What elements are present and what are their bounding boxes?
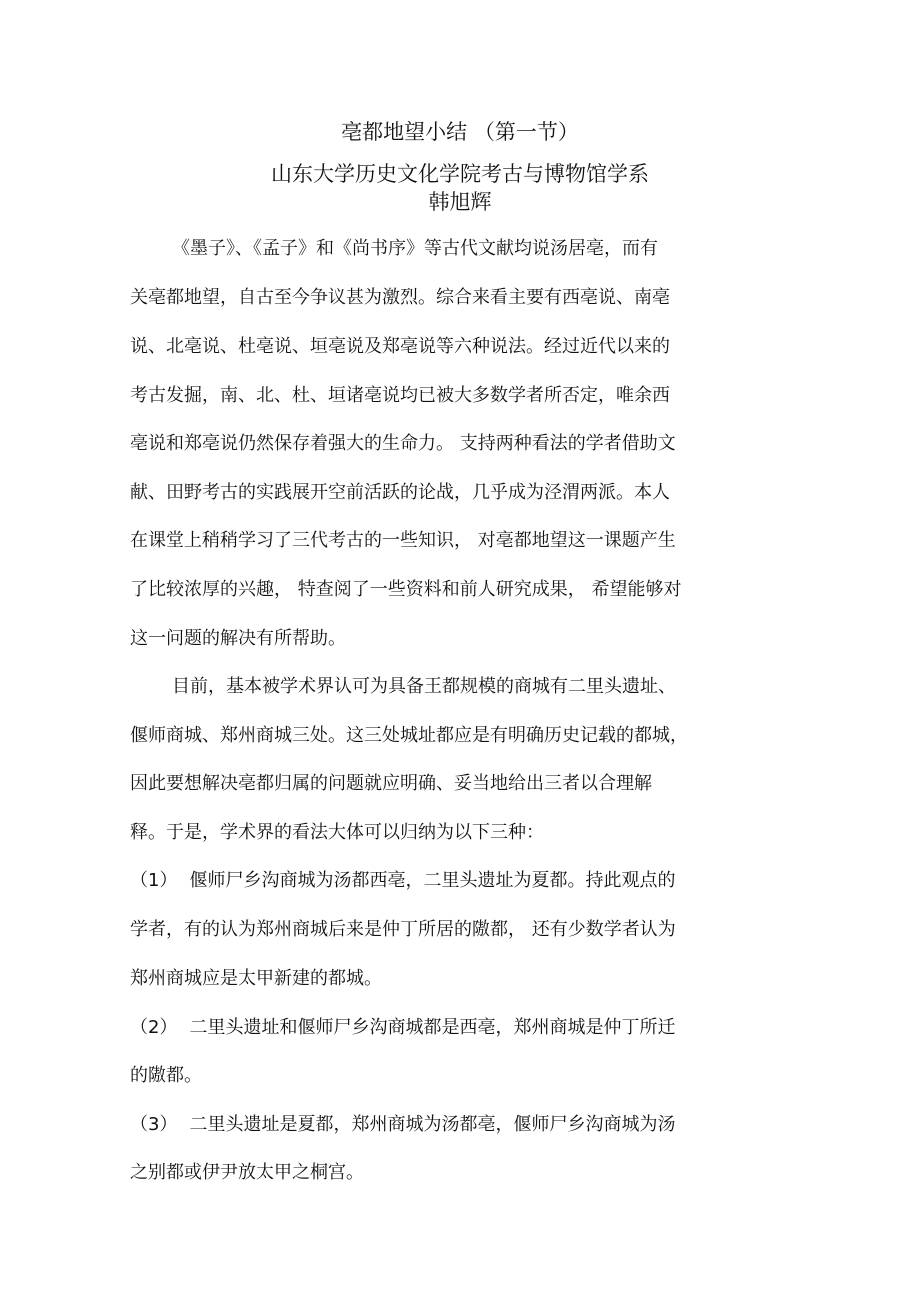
paragraph-1-line: 关亳都地望，自古至今争议甚为激烈。综合来看主要有西亳说、南亳 bbox=[130, 287, 670, 308]
paragraph-2-line: 目前，基本被学术界认可为具备王都规模的商城有二里头遗址、 bbox=[172, 676, 676, 697]
list-item-3 bbox=[130, 1112, 675, 1138]
paragraph-1-line: 这一问题的解决有所帮助。 bbox=[130, 628, 346, 649]
list-item-text: 二里头遗址和偃师尸乡沟商城都是西亳，郑州商城是仲丁所迁 bbox=[189, 1017, 676, 1038]
list-item-line: 的隞都。 bbox=[130, 1065, 202, 1086]
list-item-line: 之别都或伊尹放太甲之桐宫。 bbox=[130, 1162, 364, 1183]
paragraph-1-line: 在课堂上稍稍学习了三代考古的一些知识， 对亳都地望这一课题产生 bbox=[130, 530, 676, 551]
list-item-line: 学者，有的认为郑州商城后来是仲丁所居的隞都， 还有少数学者认为 bbox=[130, 919, 676, 940]
author-name: 韩旭辉 bbox=[428, 190, 492, 214]
list-item-1 bbox=[130, 868, 675, 894]
list-item-number: （2） bbox=[130, 1017, 178, 1038]
paragraph-1-line: 献、田野考古的实践展开空前活跃的论战，几乎成为泾渭两派。本人 bbox=[130, 482, 670, 503]
author-affiliation: 山东大学历史文化学院考古与博物馆学系 bbox=[271, 162, 649, 186]
list-item-text: 偃师尸乡沟商城为汤都西亳，二里头遗址为夏都。持此观点的 bbox=[189, 870, 676, 891]
document-title: 亳都地望小结 （第一节） bbox=[341, 120, 579, 144]
paragraph-2-line: 释。于是，学术界的看法大体可以归纳为以下三种： bbox=[130, 822, 544, 843]
paragraph-2-line: 因此要想解决亳都归属的问题就应明确、妥当地给出三者以合理解 bbox=[130, 773, 652, 794]
list-item-text: 二里头遗址是夏都，郑州商城为汤都亳，偃师尸乡沟商城为汤 bbox=[189, 1114, 676, 1135]
paragraph-1-line: 考古发掘，南、北、杜、垣诸亳说均已被大多数学者所否定，唯余西 bbox=[130, 385, 670, 406]
paragraph-1-line: 亳说和郑亳说仍然保存着强大的生命力。 支持两种看法的学者借助文 bbox=[130, 433, 676, 454]
paragraph-2-line: 偃师商城、郑州商城三处。这三处城址都应是有明确历史记载的都城， bbox=[130, 725, 688, 746]
list-item-number: （3） bbox=[130, 1114, 178, 1135]
paragraph-1-line: 《墨子》、《孟子》和《尚书序》等古代文献均说汤居亳，而有 bbox=[172, 238, 658, 259]
paragraph-1-line: 说、北亳说、杜亳说、垣亳说及郑亳说等六种说法。经过近代以来的 bbox=[130, 336, 670, 357]
paragraph-1-line: 了比较浓厚的兴趣， 特查阅了一些资料和前人研究成果， 希望能够对 bbox=[130, 579, 682, 600]
list-item-2 bbox=[130, 1015, 675, 1041]
list-item-line: 郑州商城应是太甲新建的都城。 bbox=[130, 968, 382, 989]
list-item-number: （1） bbox=[130, 870, 178, 891]
